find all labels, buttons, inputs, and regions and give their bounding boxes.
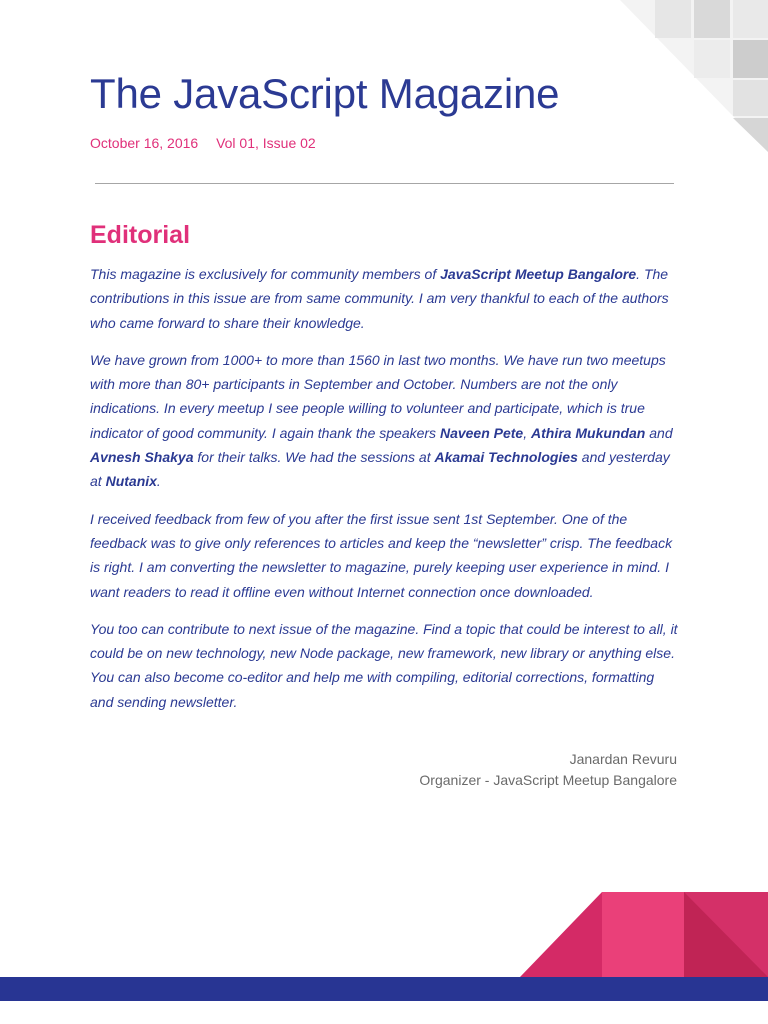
editorial-paragraph (90, 348, 680, 494)
paragraph-text: We have grown from 1000+ to more than 1560 in last two months. We have run two meetups with more than 80+ participants in September and October. Numbers are not the only indications. In every meetup I see people willing to volunteer and participate, which is true indicator of good community. I again thank the speakers (90, 351, 666, 441)
paragraph-text: for their talks. We had the sessions at (193, 449, 435, 466)
emphasis-text: Naveen Pete (439, 424, 524, 441)
emphasis-text: JavaScript Meetup Bangalore (440, 266, 637, 282)
paragraph-text: This magazine is exclusively for community members of (90, 266, 441, 282)
emphasis-text: Avnesh Shakya (90, 449, 194, 466)
paragraph-text: , (523, 424, 532, 441)
issue-meta (90, 135, 316, 151)
editorial-body (90, 262, 680, 727)
section-heading: Editorial (90, 221, 191, 249)
signature-block (419, 749, 677, 790)
header-divider (95, 183, 674, 184)
editorial-paragraph (90, 262, 680, 335)
editorial-paragraph: I received feedback from few of you after the first issue sent 1st September. One of the feedback was to give only references to articles and keep the “newsletter” crisp. The feedback is right. I am converting the newsletter to magazine, purely keeping user experience in mind. I want readers to read it offline even without Internet connection once downloaded. (90, 510, 673, 600)
paragraph-text: and yesterday at (90, 449, 670, 490)
paragraph-text: and (645, 424, 673, 441)
bottom-pink-triangle-decoration (0, 880, 768, 1024)
editorial-paragraph: You too can contribute to next issue of the magazine. Find a topic that could be interest to all, it could be on new technology, new Node package, new framework, new library or anything else. You can also become co-editor and help me with compiling, editorial corrections, formatting and sending newsletter. (90, 620, 678, 710)
paragraph-text: . (156, 473, 161, 490)
footer-bar (0, 977, 768, 1001)
issue-date: October 16, 2016 (90, 135, 199, 151)
emphasis-text: Nutanix (105, 473, 157, 490)
emphasis-text: Akamai Technologies (434, 449, 578, 466)
magazine-title: The JavaScript Magazine (90, 70, 560, 117)
signature-role: Organizer - JavaScript Meetup Bangalore (419, 771, 677, 788)
signature-name: Janardan Revuru (569, 751, 677, 767)
emphasis-text: Athira Mukundan (531, 424, 646, 441)
issue-volume: Vol 01, Issue 02 (216, 135, 316, 151)
paragraph-text: . The contributions in this issue are from same community. I am very thankful to each of the authors who came forward to share their knowledge. (90, 266, 669, 331)
